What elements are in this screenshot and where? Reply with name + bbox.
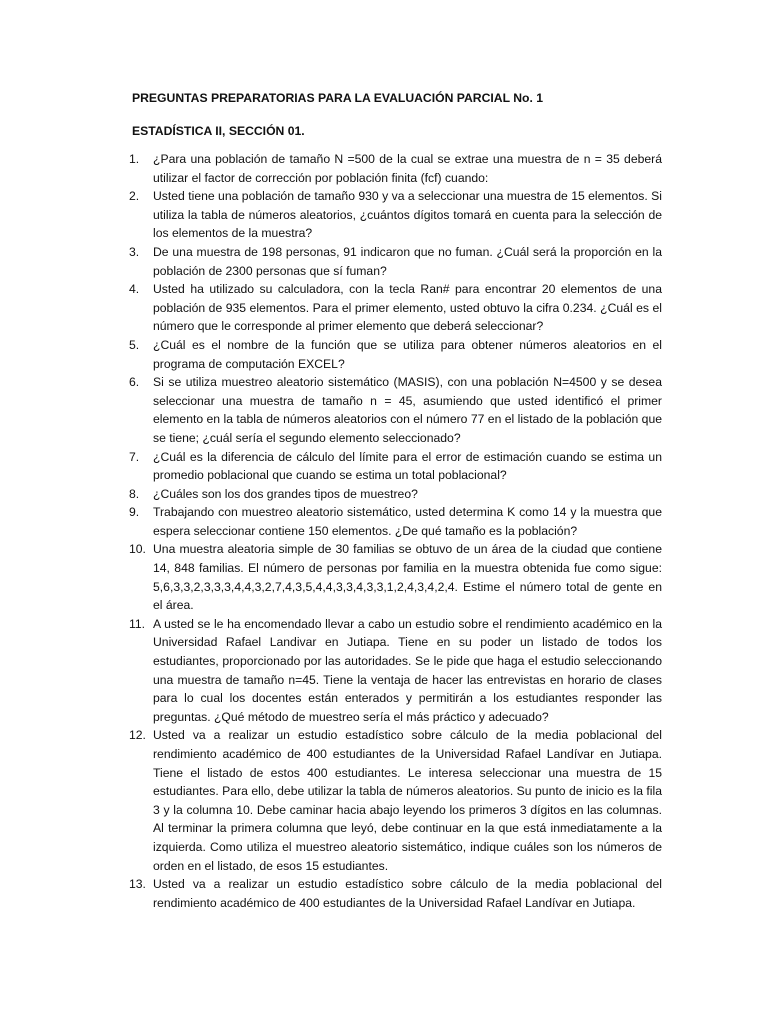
question-item xyxy=(129,280,662,336)
question-text: ¿Para una población de tamaño N =500 de la cual se extrae una muestra de n = 35 deberá utilizar el factor de corrección por población finita (fcf) cuando: xyxy=(153,152,662,185)
question-item xyxy=(129,243,662,280)
question-text: Trabajando con muestreo aleatorio sistemático, usted determina K como 14 y la muestra que espera seleccionar contiene 150 elementos. ¿De qué tamaño es la población? xyxy=(153,505,662,538)
question-number: 1. xyxy=(129,152,140,166)
question-item xyxy=(129,875,662,912)
question-text: Usted va a realizar un estudio estadístico sobre cálculo de la media poblacional del rendimiento académico de 400 estudiantes de la Universidad Rafael Landívar en Jutiapa. xyxy=(153,877,662,910)
question-item xyxy=(129,726,662,875)
question-number: 10. xyxy=(129,542,146,557)
question-number: 2. xyxy=(129,189,140,204)
question-text: A usted se le ha encomendado llevar a cabo un estudio sobre el rendimiento académico en la Universidad Rafael Landivar en Jutiapa. Tiene en su poder un listado de todos los estudiantes, proporcionado por las autoridades. Se le pide que haga el estudio seleccionando una muestra de tamaño n=45. Tiene la ventaja de hacer las entrevistas en horario de clases para lo cual los docentes están enterados y permitirán a los estudiantes responder las preguntas. ¿Qué método de muestreo sería el más práctico y adecuado? xyxy=(153,616,662,724)
question-number: 9. xyxy=(129,505,140,520)
question-item xyxy=(129,373,662,447)
question-item xyxy=(129,187,662,243)
document-title: PREGUNTAS PREPARATORIAS PARA LA EVALUACIÓN PARCIAL No. 1 xyxy=(132,91,544,105)
question-item xyxy=(129,150,662,187)
document-subtitle: ESTADÍSTICA II, SECCIÓN 01. xyxy=(132,124,305,138)
question-number: 12. xyxy=(129,728,146,743)
question-item xyxy=(129,615,662,727)
question-item xyxy=(129,336,662,373)
question-number: 4. xyxy=(129,282,140,297)
question-number: 8. xyxy=(129,486,140,501)
question-text: ¿Cuáles son los dos grandes tipos de muestreo? xyxy=(153,486,418,501)
question-number: 11. xyxy=(129,616,146,631)
question-item xyxy=(129,503,662,540)
question-number: 6. xyxy=(129,375,140,390)
question-item xyxy=(129,540,662,614)
question-item xyxy=(129,485,662,504)
question-text: Usted va a realizar un estudio estadístico sobre cálculo de la media poblacional del rendimiento académico de 400 estudiantes de la Universidad Rafael Landívar en Jutiapa. Tiene el listado de estos 400 estudiantes. Le interesa seleccionar una muestra de 15 estudiantes. Para ello, debe utilizar la tabla de números aleatorios. Su punto de inicio es la fila 3 y la columna 10. Debe caminar hacia abajo leyendo los primeros 3 dígitos en las columnas. Al terminar la primera columna que leyó, debe continuar en la que está inmediatamente a la izquierda. Como utiliza el muestreo aleatorio sistemático, indique cuáles son los números de orden en el listado, de esos 15 estudiantes. xyxy=(153,728,662,873)
question-text: Usted ha utilizado su calculadora, con la tecla Ran# para encontrar 20 elementos de una población de 935 elementos. Para el primer elemento, usted obtuvo la cifra 0.234. ¿Cuál es el número que le corresponde al primer elemento que deberá seleccionar? xyxy=(153,282,662,334)
question-text: Usted tiene una población de tamaño 930 y va a seleccionar una muestra de 15 elementos. Si utiliza la tabla de números aleatorios, ¿cuántos dígitos tomará en cuenta para la selección de los elementos de la muestra? xyxy=(153,189,662,241)
question-number: 5. xyxy=(129,337,140,352)
question-text: Si se utiliza muestreo aleatorio sistemático (MASIS), con una población N=4500 y se desea seleccionar una muestra de tamaño n = 45, asumiendo que usted identificó el primer elemento en la tabla de números aleatorios con el número 77 en el listado de la población que se tiene; ¿cuál sería el segundo elemento seleccionado? xyxy=(153,375,662,445)
question-text: ¿Cuál es el nombre de la función que se utiliza para obtener números aleatorios en el programa de computación EXCEL? xyxy=(153,337,662,371)
question-number: 7. xyxy=(129,449,140,464)
question-number: 13. xyxy=(129,877,146,892)
question-text: Una muestra aleatoria simple de 30 familias se obtuvo de un área de la ciudad que contiene 14, 848 familias. El número de personas por familia en la muestra obtenida fue como sigue: 5,6,3,3,2,3,3,3,4,4,3,2,7,4,3,5,4,4,3,3,4,3,3,1,2,4,3,4,2,4. Estime el número total de gente en el área. xyxy=(153,542,662,613)
question-text: De una muestra de 198 personas, 91 indicaron que no fuman. ¿Cuál será la proporción en la población de 2300 personas que sí fuman? xyxy=(153,244,662,278)
question-number: 3. xyxy=(129,244,140,259)
question-item xyxy=(129,448,662,485)
question-list xyxy=(129,150,662,912)
question-text: ¿Cuál es la diferencia de cálculo del límite para el error de estimación cuando se estima un promedio poblacional que cuando se estima un total poblacional? xyxy=(153,449,662,483)
